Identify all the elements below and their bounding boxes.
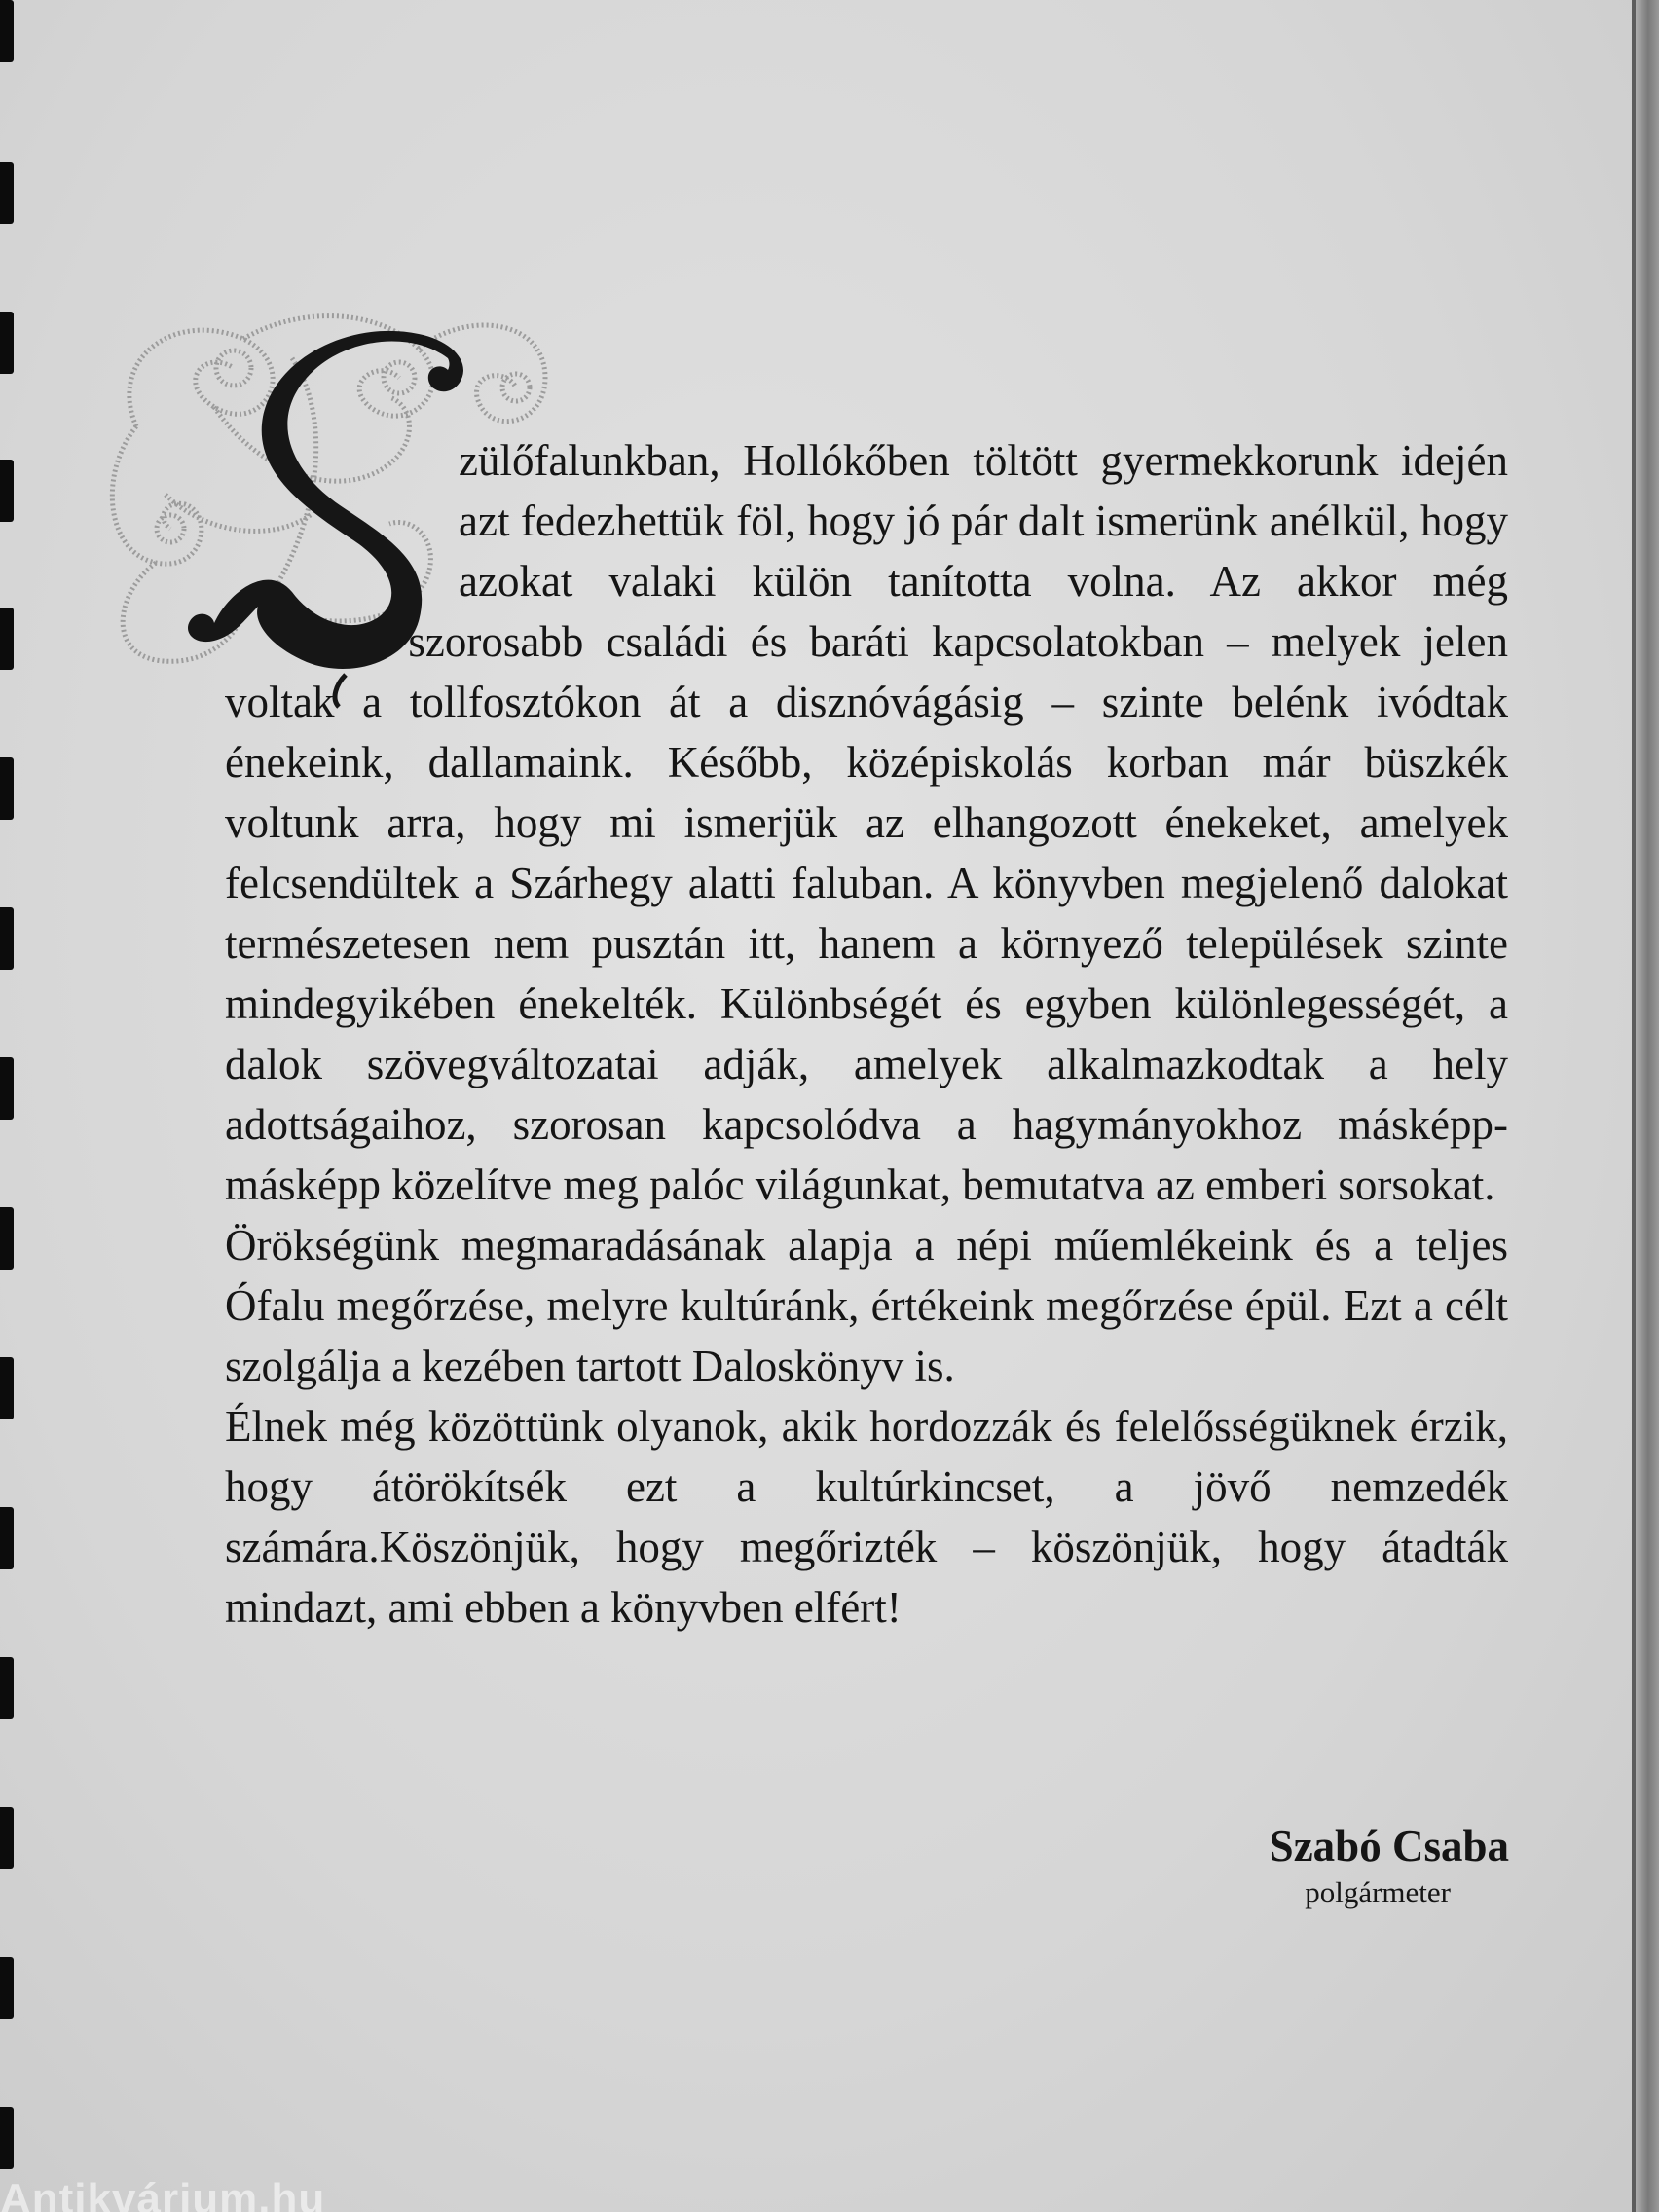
paragraph-1-text: zülőfalunkban, Hollókőben töltött gyermekkorunk idején azt fedezhettük föl, hogy jó pár dalt ismerünk anélkül, hogy azokat valaki külön tanította volna. Az akkor még szorosabb családi és baráti kapcsolatokban – melyek jelen voltak a tollfosztókon át a disznóvágásig – szinte belénk ivódtak énekeink, dallamaink. Később, középiskolás korban már büszkék voltunk arra, hogy mi ismerjük az elhangozott énekeket, amelyek felcsendültek a Szárhegy alatti faluban. A könyvben megjelenő dalokat természetesen nem pusztán itt, hanem a környező települések szinte mindegyikében énekelték. Különbségét és egyben különlegességét, a dalok szövegváltozatai adják, amelyek alkalmazkodtak a hely adottságaihoz, szorosan kapcsolódva a hagymányokhoz másképp-másképp közelítve meg palóc világunkat, bemutatva az emberi sorsokat. <box>225 436 1508 1209</box>
signature-title: polgármeter <box>1305 1875 1451 1909</box>
foreword-text <box>225 430 1508 1638</box>
watermark: Antikvárium.hu <box>0 2175 326 2212</box>
paragraph-2: Örökségünk megmaradásának alapja a népi műemlékeink és a teljes Ófalu megőrzése, melyre kultúránk, értékeink megőrzése épül. Ezt a célt szolgálja a kezében tartott Daloskönyv is. <box>225 1221 1508 1390</box>
paragraph-3: Élnek még közöttünk olyanok, akik hordozzák és felelősségüknek érzik, hogy átörökítsék ezt a kultúrkincset, a jövő nemzedék számára.Köszönjük, hogy megőrizték – köszönjük, hogy átadták mindazt, ami ebben a könyvben elfért! <box>225 1402 1508 1632</box>
signature-block <box>1120 1819 1509 1912</box>
spiral-binding <box>0 0 19 2212</box>
paragraph-1 <box>225 430 1508 1215</box>
page-edge-shadow <box>1632 0 1659 2212</box>
signature-name: Szabó Csaba <box>1269 1822 1509 1870</box>
